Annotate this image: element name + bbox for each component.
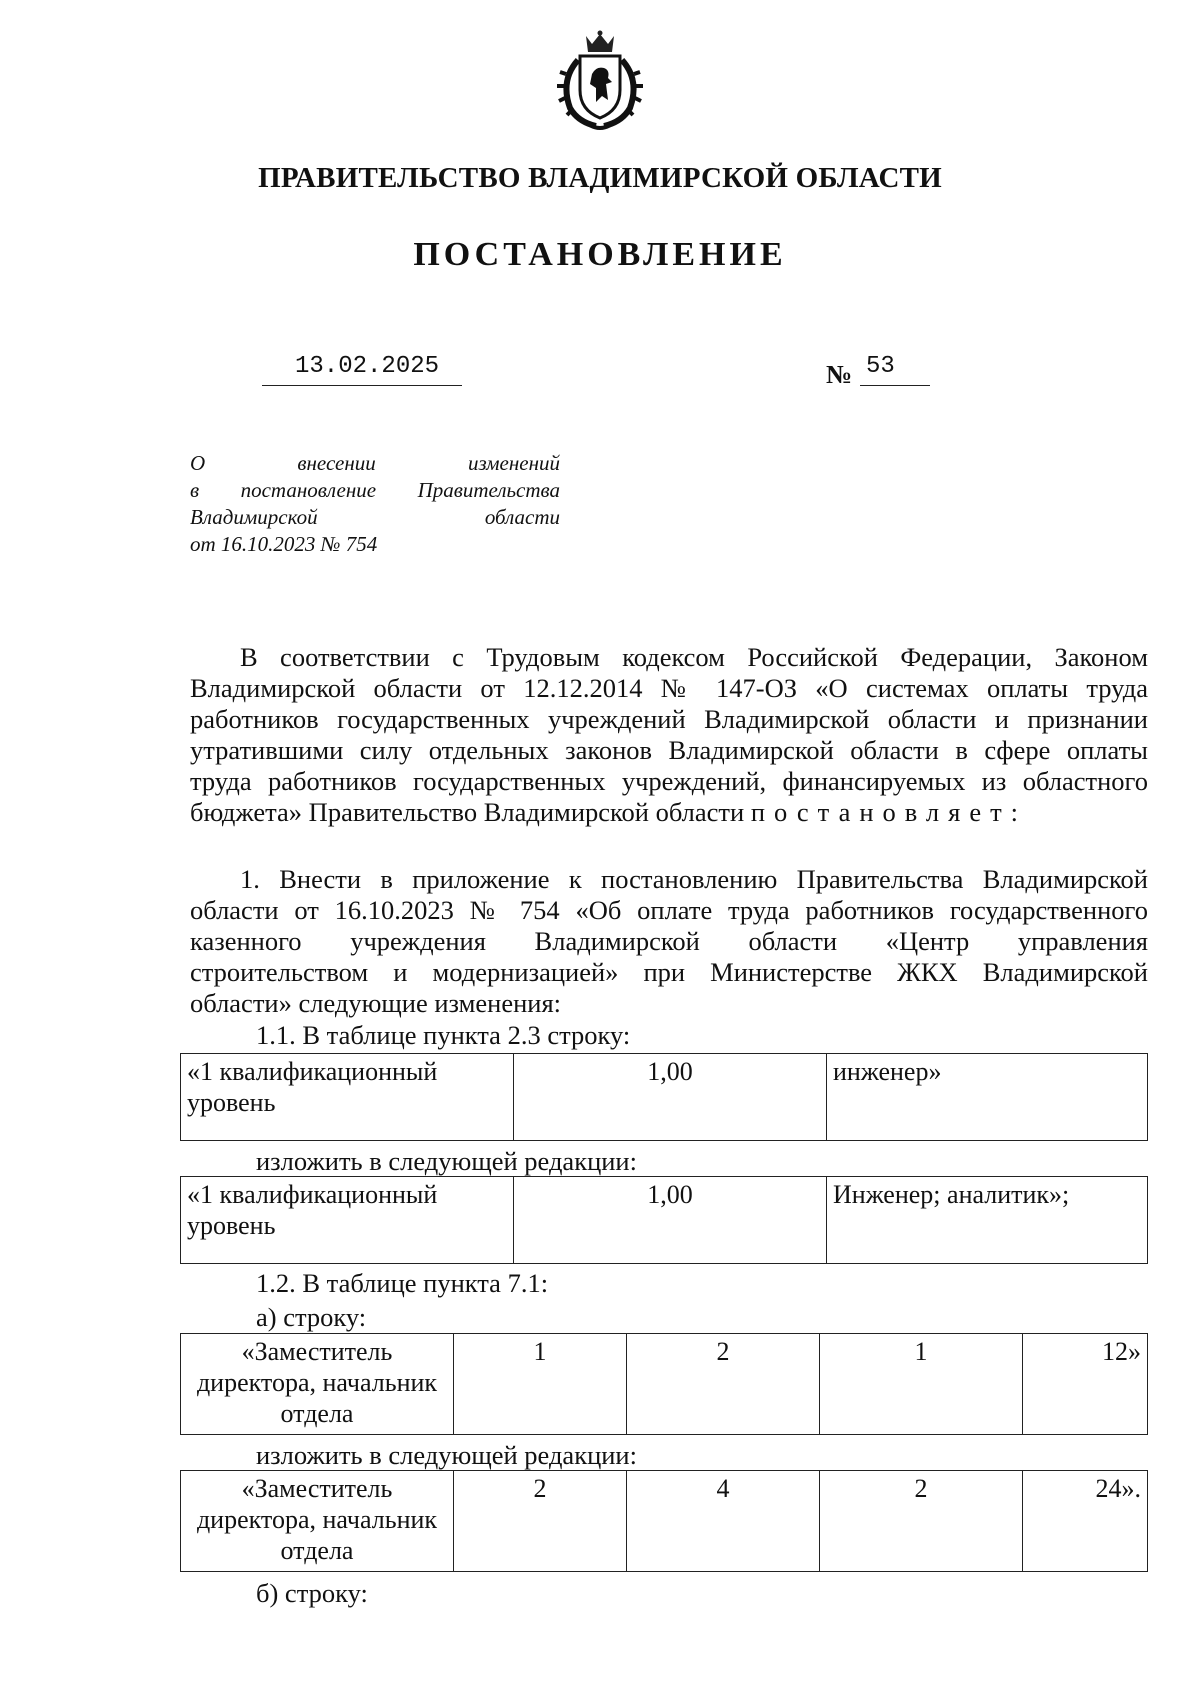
- sub-item-b: б) строку:: [256, 1578, 368, 1608]
- value-cell: 1: [454, 1334, 627, 1435]
- sub-item-a: а) строку:: [256, 1302, 367, 1332]
- number-underline: [860, 385, 930, 386]
- item-1-line: казенного учреждения Владимирской области «Центр управления: [190, 926, 1148, 956]
- item-1-line: строительством и модернизацией» при Министерстве ЖКХ Владимирской: [190, 957, 1148, 987]
- position-cell: «Заместитель директора, начальник отдела: [181, 1471, 454, 1572]
- table-2-3-new-row: [180, 1176, 1148, 1264]
- item-1-line: области от 16.10.2023 № 754 «Об оплате труда работников государственного: [190, 895, 1148, 925]
- item-1-1: 1.1. В таблице пункта 2.3 строку:: [256, 1020, 631, 1050]
- position-cell: инженер»: [827, 1054, 1148, 1141]
- replace-label: изложить в следующей редакции:: [256, 1146, 637, 1176]
- preamble-paragraph: [190, 642, 1148, 828]
- table-7-1-old-row: [180, 1333, 1148, 1435]
- preamble-line: [190, 797, 1148, 828]
- number-sign: №: [826, 360, 853, 389]
- table-row: [181, 1334, 1148, 1435]
- replace-label: изложить в следующей редакции:: [256, 1440, 637, 1470]
- date-underline: [262, 385, 462, 386]
- item-1-2: 1.2. В таблице пункта 7.1:: [256, 1268, 549, 1298]
- subject-line: в постановление Правительства: [190, 478, 560, 502]
- item-1-line: области» следующие изменения:: [190, 988, 562, 1018]
- position-cell: «Заместитель директора, начальник отдела: [181, 1334, 454, 1435]
- document-subject: [190, 450, 560, 558]
- preamble-line: труда работников государственных учреждений, финансируемых из областного: [190, 766, 1148, 796]
- item-1-line: 1. Внести в приложение к постановлению Правительства Владимирской: [240, 864, 1148, 894]
- qualification-level-cell: «1 квалификационный уровень: [181, 1177, 514, 1264]
- organization-title: ПРАВИТЕЛЬСТВО ВЛАДИМИРСКОЙ ОБЛАСТИ: [258, 162, 942, 194]
- subject-line: от 16.10.2023 № 754: [190, 532, 378, 556]
- preamble-line: Владимирской области от 12.12.2014 № 147-ОЗ «О системах оплаты труда: [190, 673, 1148, 703]
- document-type-title: ПОСТАНОВЛЕНИЕ: [413, 236, 787, 273]
- table-row: [181, 1177, 1148, 1264]
- value-cell: 4: [627, 1471, 820, 1572]
- value-cell: 2: [627, 1334, 820, 1435]
- value-cell: 2: [454, 1471, 627, 1572]
- preamble-last-text: бюджета» Правительство Владимирской области: [190, 797, 745, 827]
- resolves-word: постановляет:: [750, 797, 1028, 827]
- table-row: [181, 1471, 1148, 1572]
- qualification-level-cell: «1 квалификационный уровень: [181, 1054, 514, 1141]
- value-cell: 24».: [1023, 1471, 1148, 1572]
- document-number: 53: [866, 353, 895, 380]
- position-cell: Инженер; аналитик»;: [827, 1177, 1148, 1264]
- table-2-3-old-row: [180, 1053, 1148, 1141]
- item-1-paragraph: [190, 864, 1148, 1019]
- subject-line: Владимирской области: [190, 505, 560, 529]
- coat-of-arms-icon: [552, 30, 648, 132]
- preamble-line: утратившими силу отдельных законов Владимирской области в сфере оплаты: [190, 735, 1148, 765]
- subject-line: О внесении изменений: [190, 451, 560, 475]
- value-cell: 2: [820, 1471, 1023, 1572]
- value-cell: 1: [820, 1334, 1023, 1435]
- coefficient-cell: 1,00: [514, 1054, 827, 1141]
- table-7-1-new-row: [180, 1470, 1148, 1572]
- value-cell: 12»: [1023, 1334, 1148, 1435]
- document-date: 13.02.2025: [295, 353, 440, 380]
- coefficient-cell: 1,00: [514, 1177, 827, 1264]
- preamble-line: работников государственных учреждений Владимирской области и признании: [190, 704, 1148, 734]
- preamble-line: В соответствии с Трудовым кодексом Российской Федерации, Законом: [240, 642, 1148, 672]
- table-row: [181, 1054, 1148, 1141]
